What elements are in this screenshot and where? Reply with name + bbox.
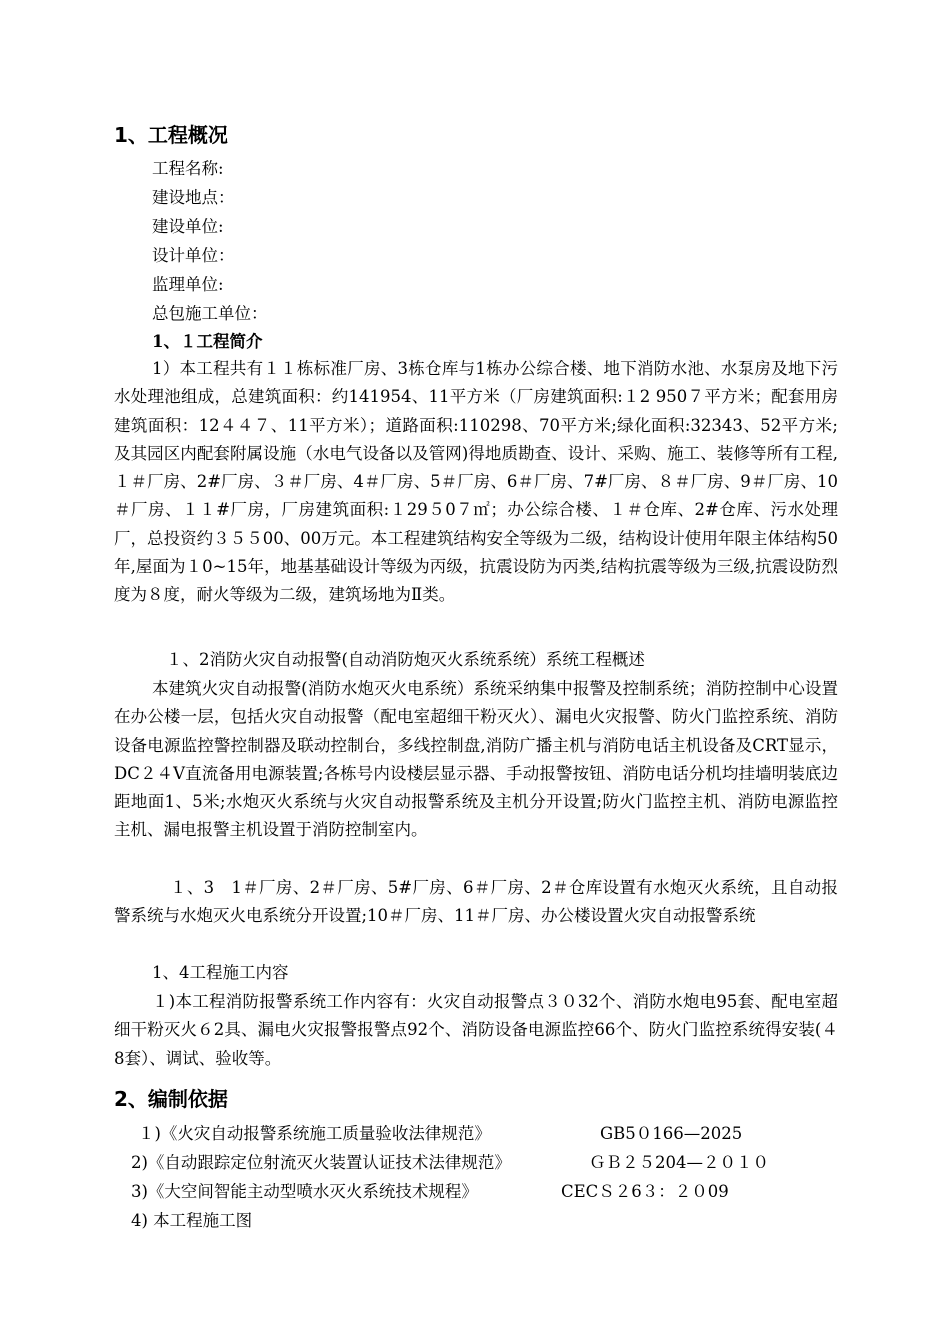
subsection-1-2-heading: １、2消防火灾自动报警(自动消防炮灭火系统系统）系统工程概述: [166, 650, 645, 669]
subsection-1-2-body: 本建筑火灾自动报警(消防水炮灭火电系统）系统采纳集中报警及控制系统；消防控制中心设置在办公楼一层，包括火灾自动报警（配电室超细干粉灭火）、漏电火灾报警、防火门监控系统、消防设备电源监控警控制器及联动控制台，多线控制盘,消防广播主机与消防电话主机设备及CRT显示，DC２４V直流备用电源装置;各栋号内设楼层显示器、手动报警按钮、消防电话分机均挂墙明装底边距地面1、5米;水炮灭火系统与火灾自动报警系统及主机分开设置;防火门监控主机、消防电源监控主机、漏电报警主机设置于消防控制室内。: [114, 679, 838, 840]
field-owner: 建设单位:: [152, 217, 224, 236]
field-site: 建设地点：: [152, 188, 235, 207]
section-2-title: 2、编制依据: [114, 1087, 228, 1111]
field-contractor: 总包施工单位：: [152, 304, 268, 323]
subsection-1-3-body: １、3 1＃厂房、2＃厂房、5#厂房、6＃厂房、2＃仓库设置有水炮灭火系统，且自动报警系统与水炮灭火电系统分开设置;10＃厂房、11＃厂房、办公楼设置火灾自动报警系统: [114, 878, 838, 926]
field-designer: 设计单位：: [152, 246, 235, 265]
subsection-1-1-body: 1）本工程共有１１栋标准厂房、3栋仓库与1栋办公综合楼、地下消防水池、水泵房及地下污水处理池组成，总建筑面积：约141954、11平方米（厂房建筑面积:１2 950７平方米；配套用房建筑面积：12４４７、11平方米）；道路面积:110298、70平方米;绿化面积:32343、52平方米;及其园区内配套附属设施（水电气设备以及管网)得地质勘查、设计、采购、施工、装修等所有工程,１＃厂房、2#厂房、３＃厂房、4＃厂房、5＃厂房、6＃厂房、7#厂房、８＃厂房、9＃厂房、10＃厂房、１１#厂房，厂房建筑面积:１29５0７㎡；办公综合楼、１＃仓库、2#仓库、污水处理厂，总投资约３５５00、00万元。本工程建筑结构安全等级为二级，结构设计使用年限主体结构50年,屋面为１0~15年，地基基础设计等级为丙级，抗震设防为丙类,结构抗震等级为三级,抗震设防烈度为８度，耐火等级为二级，建筑场地为Ⅱ类。: [114, 359, 838, 605]
reference-code: ＧＢ２５204—２０１０: [589, 1153, 769, 1172]
reference-title: 3)《大空间智能主动型喷水灭火系统技术规程》: [131, 1182, 478, 1201]
field-supervisor: 监理单位:: [152, 275, 224, 294]
reference-title: 4) 本工程施工图: [131, 1211, 253, 1230]
reference-code: CECＳ２6３：２０09: [561, 1182, 729, 1201]
subsection-1-4-body: １)本工程消防报警系统工作内容有：火灾自动报警点３０32个、消防水炮电95套、配电室超细干粉灭火６2具、漏电火灾报警报警点92个、消防设备电源监控66个、防火门监控系统得安装(４8套）、调试、验收等。: [114, 992, 838, 1068]
reference-title: 2)《自动跟踪定位射流灭火装置认证技术法律规范》: [131, 1153, 511, 1172]
reference-title: １)《火灾自动报警系统施工质量验收法律规范》: [138, 1124, 491, 1143]
reference-item: [131, 1181, 831, 1203]
section-1-title: 1、工程概况: [114, 123, 228, 147]
subsection-1-1-heading: 1、１工程简介: [152, 332, 263, 351]
reference-code: GB5０166—2025: [600, 1124, 743, 1143]
reference-item: [131, 1210, 831, 1232]
reference-item: [138, 1123, 838, 1145]
subsection-1-4-heading: 1、4工程施工内容: [152, 963, 289, 982]
field-project-name: 工程名称:: [152, 159, 224, 178]
reference-item: [131, 1152, 831, 1174]
